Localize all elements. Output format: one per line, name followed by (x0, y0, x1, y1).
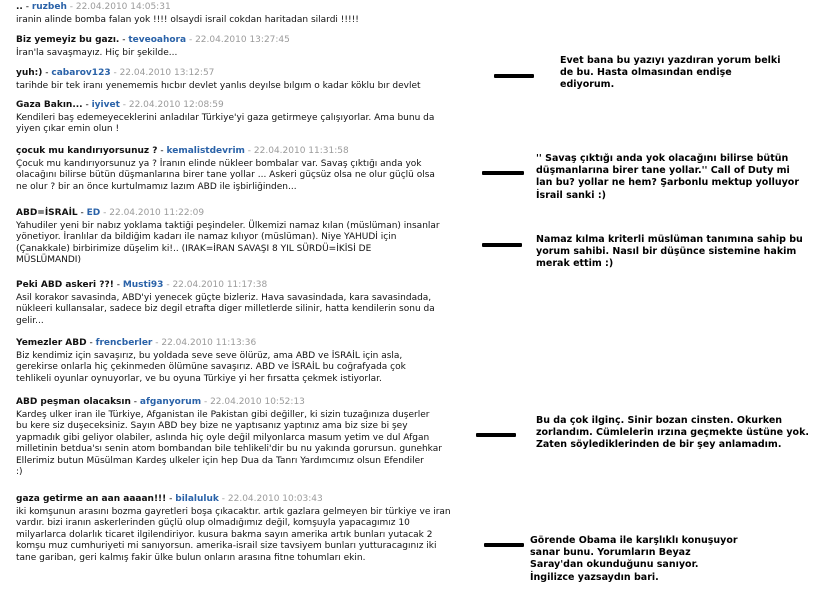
comment-text-line: ne olur ? bir an önce kurtulmamız lazım ABD ile işbirliğinden... (16, 181, 297, 192)
comment-text-line: bu kere siz duşeceksiniz. Sayın ABD bey bize ne yaptısanız yaptınız ama biz size bi şey (16, 421, 408, 432)
header-separator: - (42, 68, 52, 78)
comment-author-link[interactable]: Musti93 (122, 280, 164, 290)
comment-date: 22.04.2010 11:17:38 (172, 280, 268, 290)
comment-header (16, 280, 462, 291)
comment-text-line: yapmadık gibi geliyor olabiler, aslında hiç oyle değil milyonlarca masum yetim ve dul Afgan (16, 432, 430, 443)
comment-text-line: komşu muz cumhuriyeti mi sanıyorsun. amerika-israil size tavsiyem bunları yutturacagınız iki (16, 541, 437, 552)
comment-body (16, 507, 462, 564)
annotation-note (536, 415, 809, 452)
annotation-marker-line (476, 433, 516, 437)
comment-text-line: nükleeri kullansalar, sadece biz degil etrafta diger milletlerde silinir, hatta kendilerin sonu da (16, 304, 435, 315)
annotation-note (560, 55, 781, 92)
annotation-note (536, 153, 799, 202)
comment-item (0, 280, 462, 327)
annotation-text-line: ediyorum. (560, 79, 615, 91)
annotation-text-line: yorum sahibi. Nasıl bir düşünce sistemine hakim (536, 246, 797, 258)
annotation-text-line: düşmanlarına birer tane yollar.'' Call of Duty mi (536, 165, 790, 177)
comment-date: 22.04.2010 11:13:36 (161, 338, 257, 348)
comment-text-line: tane gariban, geri kalmış fakir ülke bulun onların arasına fitne tohumları ekin. (16, 552, 366, 563)
comment-author-link[interactable]: iyivet (91, 100, 120, 110)
comment-header (16, 338, 462, 349)
comment-body (16, 293, 462, 327)
annotation-text-line: zorlandım. Cümlelerin ırzına geçmekte üstüne yok. (536, 427, 810, 439)
header-separator: - (100, 208, 110, 218)
comment-body (16, 221, 462, 267)
comment-author-link[interactable]: kemalistdevrim (166, 146, 245, 156)
header-separator: - (119, 35, 129, 45)
comment-text-line: olacağını bilirse bütün düşmanlarına birer tane yollar ... Askeri güçsüz olsa ne olur güçlü olsa (16, 170, 435, 181)
comment-text-line: Çocuk mu kandırıyorsunuz ya ? İranın elinde nükleer bombalar var. Savaş çıktığı anda yok (16, 159, 422, 169)
comment-item (0, 35, 462, 59)
header-separator: - (157, 146, 167, 156)
header-separator: - (77, 208, 87, 218)
comment-text-line: Asil korakor savasinda, ABD'yi yenecek güçte bizleriz. Hava savasindada, kara savasindada, (16, 293, 432, 303)
comment-text-line: Biz kendimiz için savaşırız, bu yoldada seve seve ölürüz, ama ABD ve İSRAİL için asla, (16, 351, 403, 361)
header-separator: - (201, 397, 211, 407)
comment-text-line: gelir... (16, 315, 44, 326)
header-separator: - (110, 68, 120, 78)
comment-header (16, 2, 462, 13)
comment-author-link[interactable]: ruzbeh (31, 2, 67, 12)
comment-item (0, 338, 462, 385)
annotation-text-line: İngilizce yazsaydın bari. (530, 571, 659, 583)
comment-text-line: milletinin betdua'sı senin atom bombandan bile tehlikeli'dir bu nu yakında gorursun. gunehkar (16, 444, 442, 455)
comment-header (16, 208, 462, 219)
annotation-text-line: Zaten söylediklerinden de bir şey anlamadım. (536, 439, 782, 451)
comment-text-line: iki komşunun arasını bozma gayretleri boşa çıkacaktır. artık gazlara gelmeyen bir türkiye ve iran (16, 507, 451, 517)
annotation-marker-line (494, 74, 534, 78)
annotation-text-line: Evet bana bu yazıyı yazdıran yorum belki (560, 55, 781, 66)
comment-text-line: gerekirse onlarla hiç çekinmeden ölümüne savaşırız. ABD ve İSRAİL bu coğrafyada çok (16, 362, 406, 373)
annotation-note (530, 535, 738, 584)
comment-item (0, 2, 462, 26)
comment-title: gaza getirme an aan aaaan!!! (16, 494, 167, 504)
comment-date: 22.04.2010 11:31:58 (253, 146, 349, 156)
header-separator: - (66, 2, 76, 12)
comment-text-line: İran'la savaşmayız. Hiç bir şekilde... (16, 48, 178, 58)
comment-text-line: Yahudiler yeni bir nabız yoklama taktiği peşindeler. Ülkemizi namaz kılan (müslüman) insanlar (16, 221, 440, 231)
comment-title: Biz yemeyiz bu gazı. (16, 35, 120, 45)
annotation-text-line: merak ettim :) (536, 258, 614, 270)
comment-title: .. (16, 2, 23, 12)
annotation-text-line: İsrail sanki :) (536, 189, 606, 201)
annotation-text-line: Görende Obama ile karşlıklı konuşuyor (530, 535, 738, 546)
comment-header (16, 397, 462, 408)
annotation-text-line: Saray'dan okunduğunu sanıyor. (530, 559, 699, 571)
comment-text-line: Ellerimiz butun Müsülman Kardeş ulkeler için hep Dua da Tanrı Yardımcımız olsun Efendiler (16, 455, 424, 466)
comment-body (16, 159, 462, 193)
header-separator: - (82, 100, 92, 110)
header-separator: - (119, 100, 129, 110)
comment-header (16, 35, 462, 46)
comment-header (16, 146, 462, 157)
comment-text-line: (Çanakkale) birbirimize düşelim ki!.. (IRAK=İRAN SAVAŞI 8 YIL SÜRDÜ=İKİSİ DE (16, 243, 372, 254)
comment-title: Peki ABD askeri ??! (16, 280, 114, 290)
annotation-text-line: Namaz kılma kriterli müslüman tanımına sahip bu (536, 234, 803, 245)
comment-date: 22.04.2010 10:52:13 (210, 397, 305, 407)
comment-text-line: iranin alinde bomba falan yok !!!! olsaydi israil cokdan haritadan silardi !!!!! (16, 15, 359, 25)
comment-header (16, 100, 462, 111)
annotation-text-line: Bu da çok ilginç. Sinir bozan cinsten. Okurken (536, 415, 783, 426)
annotation-text-line: sanar bunu. Yorumların Beyaz (530, 547, 691, 559)
comment-date: 22.04.2010 10:03:43 (227, 494, 323, 504)
comment-text-line: yiyen çıkar emin olun ! (16, 124, 120, 135)
comment-body (16, 113, 462, 136)
comment-text-line: tarihde bir tek iranı yenememis hıcbır devlet yanlıs deyılse bılgım o kadar köklu bır devlet (16, 81, 421, 91)
comment-item (0, 100, 462, 136)
comment-title: ABD=İSRAİL (16, 208, 78, 218)
comment-title: yuh:) (16, 68, 43, 78)
header-separator: - (218, 494, 228, 504)
comment-title: ABD peşman olacaksın (16, 397, 131, 407)
comment-text-line: Kendileri baş edemeyeceklerini anladılar Türkiye'yi gaza getirmeye çalışıyorlar. Ama bunu da (16, 113, 435, 123)
comment-date: 22.04.2010 11:22:09 (109, 208, 205, 218)
comment-text-line: milyarlarca dolarlık ticaret ilgilendiriyor. kusura bakma sayın amerika artık bunları yutacak 2 (16, 529, 433, 540)
comment-author-link[interactable]: bilaluluk (175, 494, 219, 504)
comment-date: 22.04.2010 13:27:45 (195, 35, 290, 45)
comment-title: Yemezler ABD (16, 338, 87, 348)
comment-body (16, 81, 462, 92)
header-separator: - (86, 338, 96, 348)
comment-author-link[interactable]: frencberler (95, 338, 153, 348)
comment-header (16, 494, 462, 505)
header-separator: - (244, 146, 254, 156)
comment-date: 22.04.2010 14:05:31 (75, 2, 171, 12)
annotation-note (536, 234, 803, 271)
comment-item (0, 208, 462, 267)
comment-title: Gaza Bakın... (16, 100, 83, 110)
comment-item (0, 397, 462, 478)
comment-date: 22.04.2010 12:08:59 (128, 100, 224, 110)
comment-text-line: vardır. bizi iranın askerlerinden güçlü olup olmadığımız değil, komşuyla yapacagımız 10 (16, 518, 410, 529)
header-separator: - (22, 2, 32, 12)
annotation-text-line: de bu. Hasta olmasından endişe (560, 67, 732, 79)
comment-item (0, 146, 462, 193)
annotation-marker-line (484, 543, 524, 547)
comment-text-line: tehlikeli oyunlar oynuyorlar, ve bu oyuna Türkiye yi her fırsatta çekmek istiyorlar. (16, 373, 382, 384)
comment-author-link[interactable]: teveoahora (128, 35, 187, 45)
comment-body (16, 351, 462, 385)
comment-item (0, 68, 462, 92)
comment-text-line: MÜSLÜMANDI) (16, 255, 81, 266)
comment-body (16, 15, 462, 26)
annotation-text-line: lan bu? yollar ne hem? Şarbonlu mektup yolluyor (536, 177, 800, 189)
annotation-marker-line (482, 171, 524, 175)
header-separator: - (130, 397, 140, 407)
header-separator: - (113, 280, 123, 290)
comment-item (0, 494, 462, 564)
comment-title: çocuk mu kandırıyorsunuz ? (16, 146, 158, 156)
comment-text-line: Kardeş ulker iran ile Türkiye, Afganistan ile Pakistan gibi değiller, ki sizin tuzağınıza duşerler (16, 410, 430, 420)
annotation-text-line: '' Savaş çıktığı anda yok olacağını bilirse bütün (536, 153, 789, 164)
header-separator: - (163, 280, 173, 290)
comment-text-line: :) (16, 467, 23, 478)
comment-header (16, 68, 462, 79)
comment-date: 22.04.2010 13:12:57 (119, 68, 215, 78)
comment-author-link[interactable]: cabarov123 (51, 68, 111, 78)
header-separator: - (186, 35, 196, 45)
comment-body (16, 410, 462, 478)
comment-text-line: yönetiyor. İranlılar da bildiğim kadarı ile namaz kılıyor (müslüman). Niye YAHUDİ için (16, 232, 397, 243)
header-separator: - (166, 494, 176, 504)
comment-author-link[interactable]: ED (86, 208, 101, 218)
header-separator: - (152, 338, 162, 348)
comment-body (16, 48, 462, 59)
annotation-marker-line (482, 243, 522, 247)
comment-author-link[interactable]: afganyorum (139, 397, 202, 407)
